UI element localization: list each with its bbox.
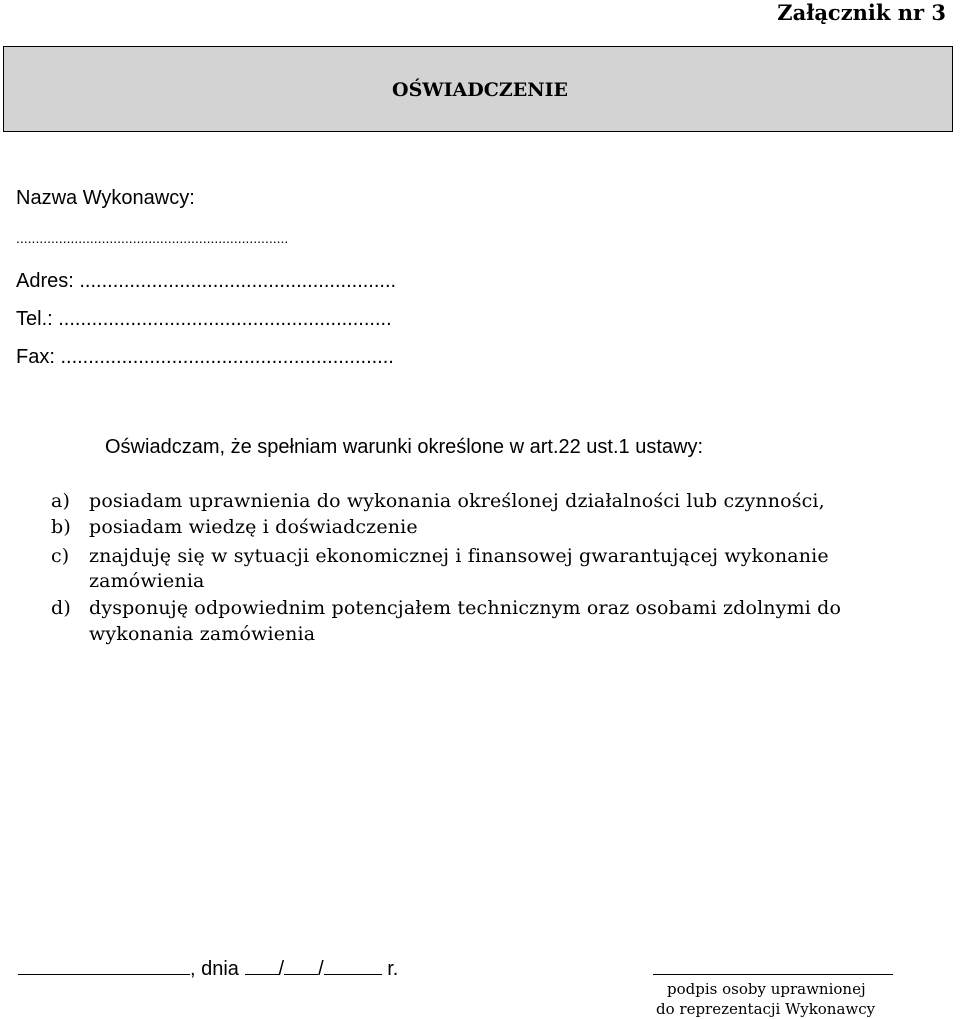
statement-intro: Oświadczam, że spełniam warunki określone w art.22 ust.1 ustawy:	[105, 436, 704, 458]
year-suffix: r.	[387, 958, 399, 980]
item-label: c)	[51, 545, 70, 567]
statement-item-a	[51, 490, 825, 512]
day-blank[interactable]	[245, 956, 279, 975]
statement-item-c	[51, 545, 829, 567]
contractor-address-field[interactable]: Adres: .........................................................	[16, 270, 397, 292]
contractor-name-label: Nazwa Wykonawcy:	[16, 187, 195, 209]
year-blank[interactable]	[324, 956, 382, 975]
item-text: posiadam uprawnienia do wykonania określonej działalności lub czynności,	[89, 490, 825, 512]
item-text: znajduję się w sytuacji ekonomicznej i finansowej gwarantującej wykonanie	[89, 545, 829, 567]
statement-item-c-continuation	[51, 570, 205, 592]
signature-caption-1: podpis osoby uprawnionej	[667, 980, 866, 998]
document-title: OŚWIADCZENIE	[392, 79, 568, 101]
item-label: b)	[51, 516, 71, 538]
date-slash: /	[278, 958, 285, 980]
annex-label: Załącznik nr 3	[777, 0, 946, 25]
date-slash: /	[318, 958, 324, 980]
statement-item-d	[51, 597, 841, 619]
item-text: zamówienia	[89, 570, 205, 592]
item-label: d)	[51, 597, 71, 619]
contractor-name-field[interactable]: ......................................................................	[16, 230, 289, 246]
month-blank[interactable]	[284, 956, 318, 975]
signature-caption-2: do reprezentacji Wykonawcy	[656, 1000, 876, 1018]
place-blank[interactable]	[18, 956, 190, 975]
item-text: dysponuję odpowiednim potencjałem technicznym oraz osobami zdolnymi do	[89, 597, 842, 619]
contractor-tel-field[interactable]: Tel.: ............................................................	[16, 308, 392, 330]
statement-item-d-continuation	[51, 623, 315, 645]
signature-line[interactable]	[653, 974, 893, 975]
item-label: a)	[51, 490, 71, 512]
date-line	[18, 956, 398, 981]
item-text: posiadam wiedzę i doświadczenie	[89, 516, 418, 538]
item-text: wykonania zamówienia	[89, 623, 316, 645]
statement-item-b	[51, 516, 418, 538]
date-prefix: , dnia	[190, 958, 239, 980]
contractor-fax-field[interactable]: Fax: ............................................................	[16, 346, 394, 368]
